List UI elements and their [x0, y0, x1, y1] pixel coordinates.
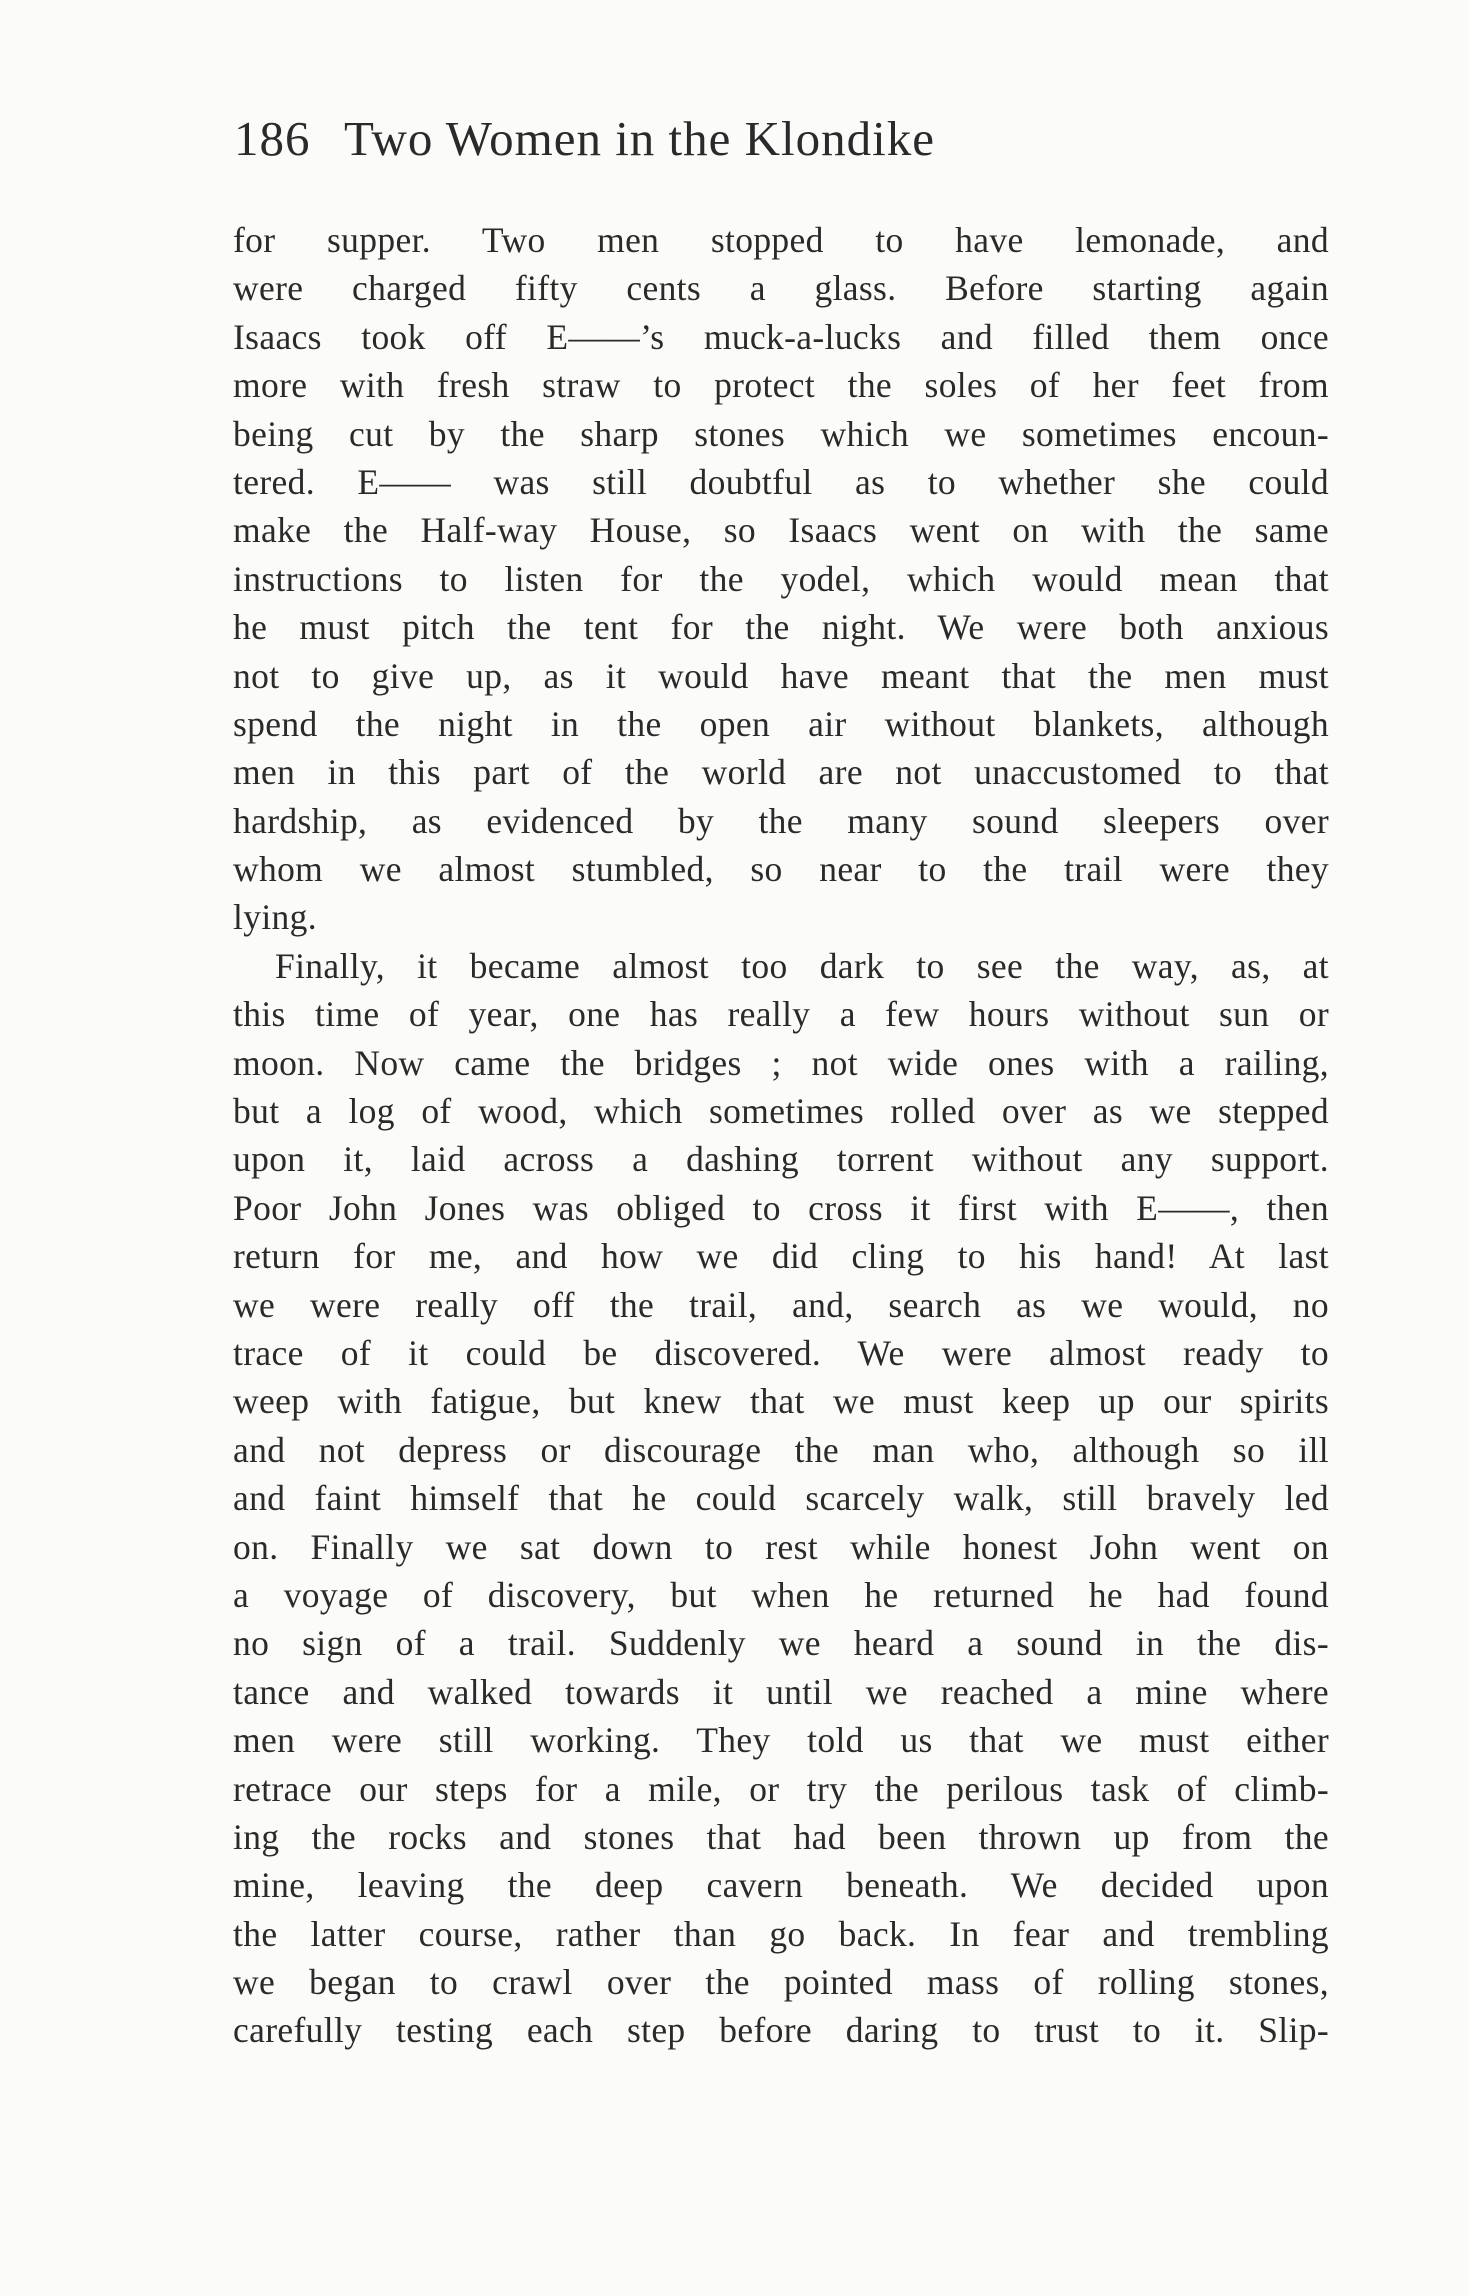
text-line: upon it, laid across a dashing torrent without any support.: [233, 1139, 1329, 1180]
text-line-paragraph-start: Finally, it became almost too dark to see the way, as, at: [275, 945, 1329, 986]
text-line: were charged fifty cents a glass. Before starting again: [233, 268, 1329, 309]
text-line: more with fresh straw to protect the soles of her feet from: [233, 365, 1329, 406]
text-line: Isaacs took off E——’s muck-a-lucks and filled them once: [233, 316, 1329, 357]
text-line: this time of year, one has really a few hours without sun or: [233, 994, 1329, 1035]
text-line: tered. E—— was still doubtful as to whether she could: [233, 461, 1329, 502]
page-number: 186: [234, 111, 311, 166]
text-line: not to give up, as it would have meant that the men must: [233, 655, 1329, 696]
running-title: Two Women in the Klondike: [344, 111, 936, 166]
text-line: hardship, as evidenced by the many sound sleepers over: [233, 800, 1329, 841]
text-line-paragraph-end: lying.: [233, 897, 317, 938]
text-line: ing the rocks and stones that had been thrown up from the: [233, 1816, 1329, 1857]
text-line: and not depress or discourage the man who, although so ill: [233, 1429, 1329, 1470]
text-line: men were still working. They told us that we must either: [233, 1720, 1329, 1761]
running-head: [234, 104, 1244, 174]
text-line: no sign of a trail. Suddenly we heard a sound in the dis-: [233, 1623, 1329, 1664]
text-line: we began to crawl over the pointed mass of rolling stones,: [233, 1962, 1329, 2003]
text-line: a voyage of discovery, but when he returned he had found: [233, 1574, 1329, 1615]
text-line: but a log of wood, which sometimes rolled over as we stepped: [233, 1091, 1329, 1132]
text-line: trace of it could be discovered. We were almost ready to: [233, 1332, 1329, 1373]
body-text: [233, 216, 1329, 2055]
text-line: tance and walked towards it until we reached a mine where: [233, 1671, 1329, 1712]
text-line: retrace our steps for a mile, or try the perilous task of climb-: [233, 1768, 1329, 1809]
text-line: carefully testing each step before daring to trust to it. Slip-: [233, 2010, 1329, 2051]
text-line: Poor John Jones was obliged to cross it first with E——, then: [233, 1187, 1329, 1228]
text-line: spend the night in the open air without blankets, although: [233, 703, 1329, 744]
text-line: mine, leaving the deep cavern beneath. We decided upon: [233, 1865, 1329, 1906]
text-line: being cut by the sharp stones which we sometimes encoun-: [233, 413, 1329, 454]
text-line: for supper. Two men stopped to have lemonade, and: [233, 220, 1329, 260]
text-line: the latter course, rather than go back. In fear and trembling: [233, 1913, 1329, 1954]
text-line: weep with fatigue, but knew that we must keep up our spirits: [233, 1381, 1329, 1422]
text-line: make the Half-way House, so Isaacs went on with the same: [233, 510, 1329, 551]
text-line: and faint himself that he could scarcely walk, still bravely led: [233, 1478, 1329, 1519]
text-line: on. Finally we sat down to rest while honest John went on: [233, 1526, 1329, 1567]
text-line: return for me, and how we did cling to his hand! At last: [233, 1236, 1329, 1277]
text-line: whom we almost stumbled, so near to the trail were they: [233, 849, 1329, 890]
text-line: we were really off the trail, and, search as we would, no: [233, 1284, 1329, 1325]
text-line: moon. Now came the bridges ; not wide ones with a railing,: [233, 1042, 1329, 1083]
text-line: he must pitch the tent for the night. We were both anxious: [233, 607, 1329, 648]
text-line: instructions to listen for the yodel, which would mean that: [233, 558, 1329, 599]
text-line: men in this part of the world are not unaccustomed to that: [233, 752, 1329, 793]
